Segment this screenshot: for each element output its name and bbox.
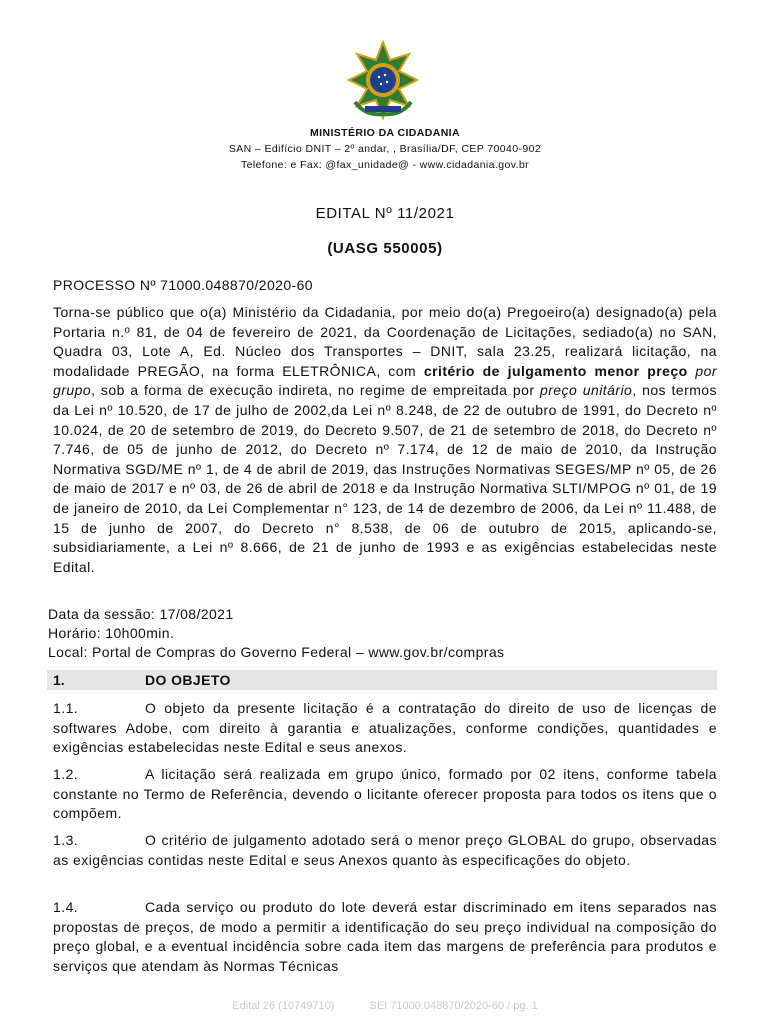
clause-text: O critério de julgamento adotado será o menor preço GLOBAL do grupo, observadas as exigências contidas neste Edital e seus Anexos quanto às especificações do objeto. <box>53 832 717 868</box>
ministry-address: SAN – Edifício DNIT – 2º andar, , Brasília/DF, CEP 70040-902 <box>228 143 542 155</box>
clause-1-3 <box>53 831 717 870</box>
clause-1-4 <box>53 898 717 976</box>
page-footer <box>0 1000 770 1012</box>
uasg-code: (UASG 550005) <box>327 240 443 257</box>
clause-text: Cada serviço ou produto do lote deverá estar discriminado em itens separados nas propostas de preços, de modo a permitir a identificação do seu preço individual na composição do preço global, e a eventual incidência sobre cada item das margens de preferência para produtos e serviços que atendam às Normas Técnicas <box>53 899 717 974</box>
session-time: Horário: 10h00min. <box>48 625 175 641</box>
clause-number: 1.3. <box>53 832 79 848</box>
session-date: Data da sessão: 17/08/2021 <box>48 606 234 622</box>
clause-number: 1.2. <box>53 766 79 782</box>
edital-title: EDITAL Nº 11/2021 <box>315 205 455 222</box>
intro-bold-criterion: critério de julgamento menor preço <box>423 362 688 379</box>
ministry-name: MINISTÉRIO DA CIDADANIA <box>310 127 460 139</box>
brazil-coat-of-arms-icon <box>343 40 423 120</box>
clause-1-2 <box>53 765 717 824</box>
intro-text-3: , nos termos da Lei nº 10.520, de 17 de julho de 2002,da Lei nº 8.248, de 22 de outubro de 1991, do Decreto nº 10.024, de 20 de setembro de 2019, do Decreto 9.507, de 21 de setembro de 2018, do Decreto nº 7.746, de 05 de junho de 2012, do Decreto nº 7.174, de 12 de maio de 2010, da Instrução Normativa SGD/ME nº 1, de 4 de abril de 2019, das Instruções Normativas SEGES/MP nº 05, de 26 de maio de 2017 e nº 03, de 26 de abril de 2018 e da Instrução Normativa SLTI/MPOG nº 01, de 19 de janeiro de 2010, da Lei Complementar n° 123, de 14 de dezembro de 2006, da Lei nº 11.488, de 15 de junho de 2007, do Decreto n° 8.538, de 06 de outubro de 2015, aplicando-se, subsidiariamente, a Lei nº 8.666, de 21 de junho de 1993 e as exigências estabelecidas neste Edital. <box>53 382 717 575</box>
intro-italic-unit-price: preço unitário <box>539 382 633 399</box>
footer-sei-page: SEI 71000.048870/2020-60 / pg. 1 <box>369 1000 538 1012</box>
footer-document-id: Edital 26 (10749710) <box>232 1000 335 1012</box>
clause-text: A licitação será realizada em grupo único, formado por 02 itens, conforme tabela constante no Termo de Referência, devendo o licitante oferecer proposta para todos os itens que o compõem. <box>53 766 717 822</box>
section-title: DO OBJETO <box>145 672 231 688</box>
clause-text: O objeto da presente licitação é a contratação do direito de uso de licenças de softwares Adobe, com direito à garantia e atualizações, conforme condições, quantidades e exigências estabelecidas neste Edital e seus anexos. <box>53 700 717 756</box>
clause-1-1 <box>53 699 717 758</box>
intro-italic-group: por grupo <box>53 362 717 399</box>
intro-paragraph <box>53 303 717 577</box>
process-number: PROCESSO Nº 71000.048870/2020-60 <box>53 277 313 293</box>
section-number: 1. <box>53 672 65 688</box>
session-place: Local: Portal de Compras do Governo Federal – www.gov.br/compras <box>48 644 505 660</box>
clause-number: 1.4. <box>53 899 79 915</box>
intro-text-1: Torna-se público que o(a) Ministério da Cidadania, por meio do(a) Pregoeiro(a) designado(a) pela Portaria n.º 81, de 04 de fevereiro de 2021, da Coordenação de Licitações, sediado(a) no SAN, Quadra 03, Lote A, Ed. Núcleo dos Transportes – DNIT, sala 23.25, realizará licitação, na modalidade PREGÃO, na forma ELETRÔNICA, com <box>53 304 717 379</box>
section-heading-objeto <box>47 670 717 690</box>
ministry-contact: Telefone: e Fax: @fax_unidade@ - www.cidadania.gov.br <box>240 159 530 171</box>
intro-text-2: , sob a forma de execução indireta, no regime de empreitada por <box>91 382 540 399</box>
clause-number: 1.1. <box>53 700 79 716</box>
